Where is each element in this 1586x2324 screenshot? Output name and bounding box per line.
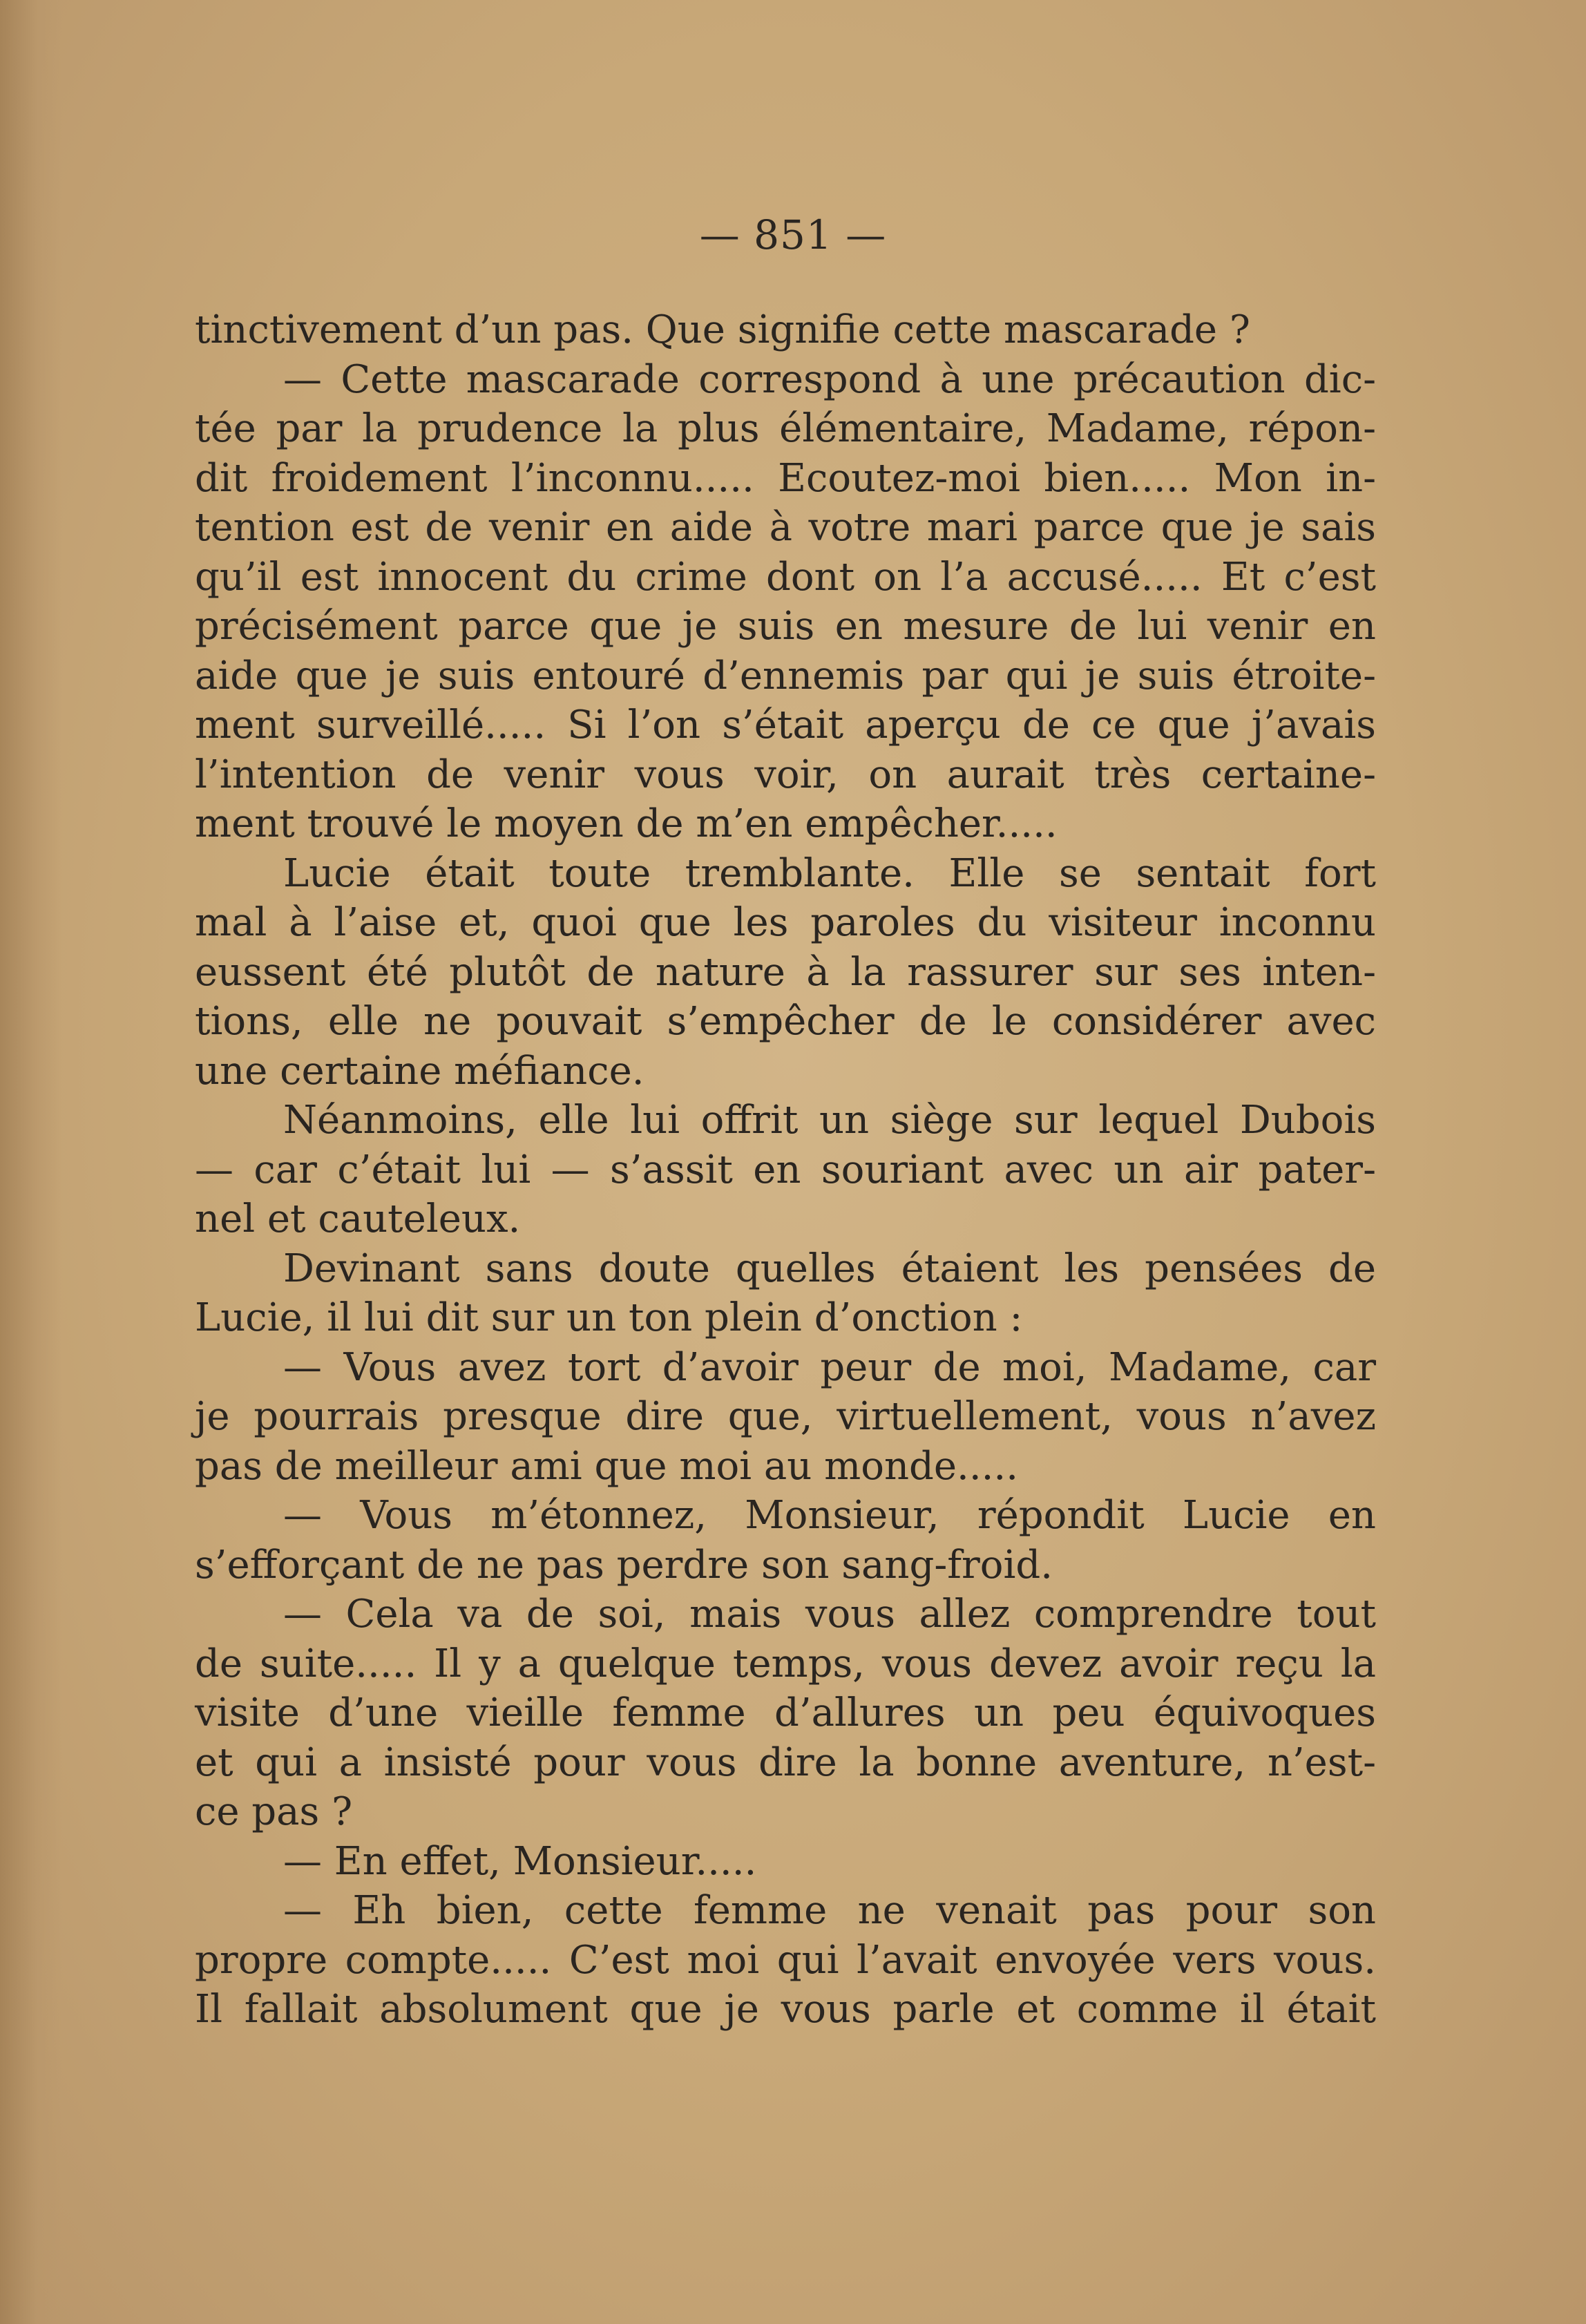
text-line: — Cette mascarade correspond à une précaution dic- <box>283 356 1376 402</box>
text-line: — car c’était lui — s’assit en souriant avec un air pater- <box>195 1147 1376 1192</box>
text-line: Néanmoins, elle lui offrit un siège sur lequel Dubois <box>283 1098 1376 1143</box>
text-line: qu’il est innocent du crime dont on l’a accusé..... Et c’est <box>195 554 1376 600</box>
text-line: propre compte..... C’est moi qui l’avait envoyée vers vous. <box>195 1937 1376 1983</box>
text-line: Lucie était toute tremblante. Elle se sentait fort <box>283 850 1376 896</box>
text-line: tions, elle ne pouvait s’empêcher de le considérer avec <box>195 999 1376 1044</box>
text-line: — Cela va de soi, mais vous allez comprendre tout <box>283 1592 1376 1637</box>
text-line: ce pas ? <box>195 1789 353 1834</box>
text-line: eussent été plutôt de nature à la rassurer sur ses inten- <box>195 949 1376 995</box>
text-line: mal à l’aise et, quoi que les paroles du visiteur inconnu <box>195 900 1376 945</box>
page-number: — 851 — <box>699 211 887 258</box>
text-line: l’intention de venir vous voir, on aurait très certaine- <box>195 752 1376 797</box>
text-line: dit froidement l’inconnu..... Ecoutez-moi bien..... Mon in- <box>195 455 1376 501</box>
text-line: je pourrais presque dire que, virtuellement, vous n’avez <box>195 1394 1376 1439</box>
page-edge-shadow <box>0 0 62 2324</box>
text-line: — Vous avez tort d’avoir peur de moi, Madame, car <box>283 1344 1376 1390</box>
text-line: tention est de venir en aide à votre mari parce que je sais <box>195 505 1376 550</box>
text-line: ment surveillé..... Si l’on s’était aperçu de ce que j’avais <box>195 703 1376 747</box>
text-line: Lucie, il lui dit sur un ton plein d’onction : <box>195 1295 1023 1340</box>
text-line: et qui a insisté pour vous dire la bonne aventure, n’est- <box>195 1740 1376 1785</box>
text-line: — Eh bien, cette femme ne venait pas pour son <box>283 1888 1376 1933</box>
text-line: nel et cauteleux. <box>195 1197 521 1241</box>
text-line: tée par la prudence la plus élémentaire, Madame, répon- <box>195 406 1376 451</box>
text-line: de suite..... Il y a quelque temps, vous devez avoir reçu la <box>195 1641 1376 1686</box>
text-line: une certaine méfiance. <box>195 1048 644 1094</box>
text-line: précisément parce que je suis en mesure de lui venir en <box>195 604 1376 649</box>
body-text <box>195 305 1376 2035</box>
text-line: s’efforçant de ne pas perdre son sang-froid. <box>195 1542 1053 1588</box>
text-line: Il fallait absolument que je vous parle et comme il était <box>195 1987 1376 2032</box>
text-line: aide que je suis entouré d’ennemis par qui je suis étroite- <box>195 653 1376 698</box>
text-line: — En effet, Monsieur..... <box>283 1838 757 1884</box>
text-line: tinctivement d’un pas. Que signifie cette mascarade ? <box>195 307 1250 352</box>
text-line: — Vous m’étonnez, Monsieur, répondit Lucie en <box>283 1493 1376 1538</box>
text-line: pas de meilleur ami que moi au monde..... <box>195 1443 1019 1489</box>
text-line: Devinant sans doute quelles étaient les pensées de <box>283 1246 1376 1291</box>
text-line: ment trouvé le moyen de m’en empêcher..... <box>195 801 1058 846</box>
text-line: visite d’une vieille femme d’allures un peu équivoques <box>195 1690 1376 1735</box>
